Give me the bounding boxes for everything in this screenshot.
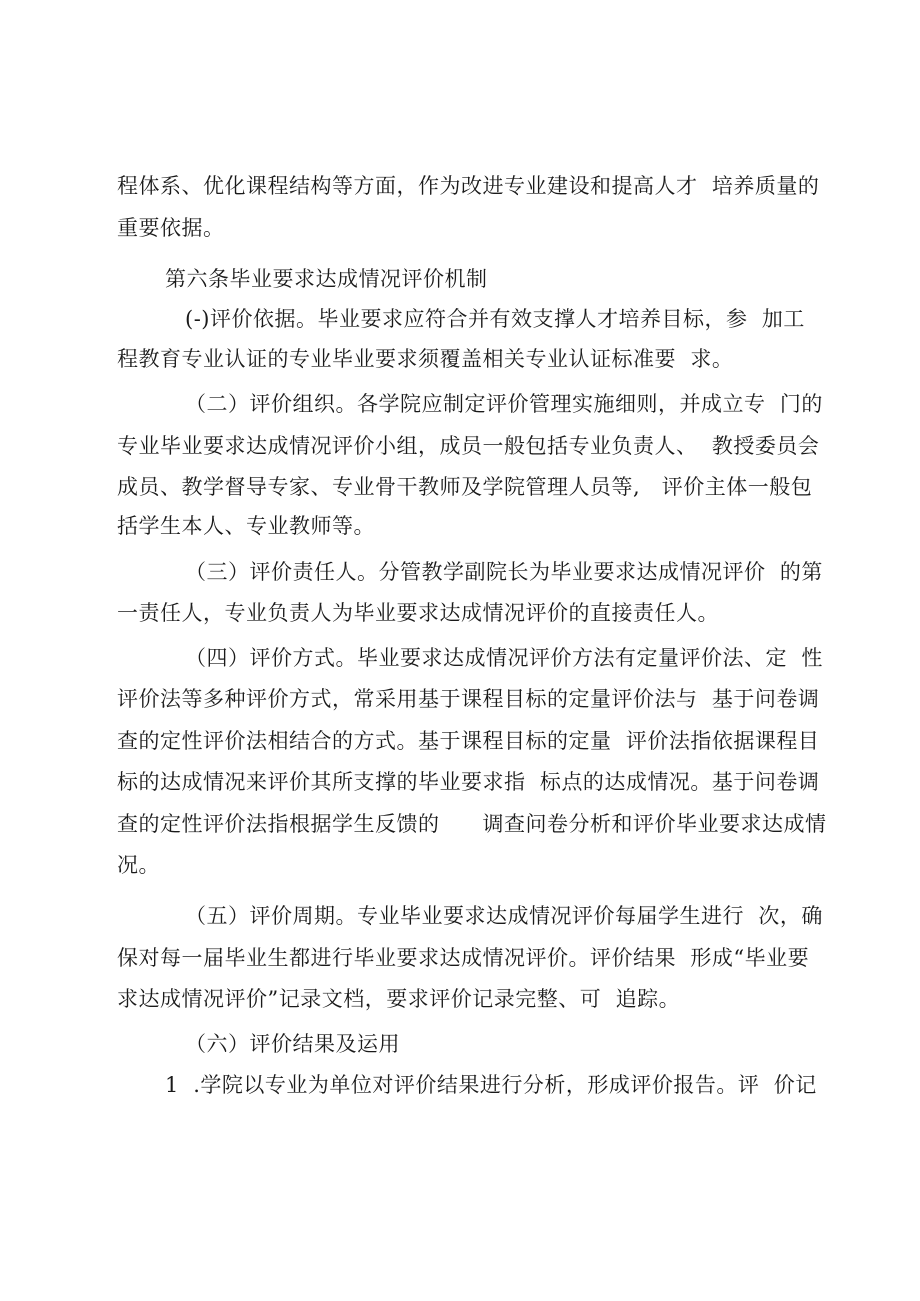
paragraph-line: 专业毕业要求达成情况评价小组，成员一般包括专业负责人、 教授委员会 [117, 434, 820, 458]
paragraph-line: （四）评价方式。毕业要求达成情况评价方法有定量评价法、定 性 [185, 646, 823, 670]
paragraph-line: 求达成情况评价”记录文档，要求评价记录完整、可 追踪。 [117, 987, 681, 1011]
paragraph-line: 保对每一届毕业生都进行毕业要求达成情况评价。评价结果 形成“毕业要 [117, 946, 810, 970]
paragraph-line: (-)评价依据。毕业要求应符合并有效支撑人才培养目标，参 加工 [185, 307, 805, 331]
paragraph-line: 括学生本人、专业教师等。 [117, 514, 375, 538]
paragraph-line: （二）评价组织。各学院应制定评价管理实施细则，并成立专 门的 [185, 392, 823, 416]
paragraph-line: 标的达成情况来评价其所支撑的毕业要求指 标点的达成情况。基于问卷调 [117, 770, 820, 794]
paragraph-line: 程教育专业认证的专业毕业要求须覆盖相关专业认证标准要 求。 [117, 347, 734, 371]
paragraph-line: 成员、教学督导专家、专业骨干教师及学院管理人员等, 评价主体一般包 [117, 475, 813, 499]
paragraph-line: （三）评价责任人。分管教学副院长为毕业要求达成情况评价 的第 [185, 560, 823, 584]
section-heading: （六）评价结果及运用 [185, 1032, 400, 1056]
paragraph-line: 重要依据。 [117, 216, 225, 240]
paragraph-line: 查的定性评价法相结合的方式。基于课程目标的定量 评价法指依据课程目 [117, 729, 820, 753]
section-heading: 第六条毕业要求达成情况评价机制 [165, 267, 488, 291]
paragraph-line: 况。 [117, 853, 160, 877]
paragraph-line: 查的定性评价法指根据学生反馈的 调查问卷分析和评价毕业要求达成情 [117, 812, 827, 836]
paragraph-line: 程体系、优化课程结构等方面，作为改进专业建设和提高人才 培养质量的 [117, 174, 820, 198]
paragraph-line: （五）评价周期。专业毕业要求达成情况评价每届学生进行 次，确 [185, 904, 823, 928]
paragraph-line: 1 .学院以专业为单位对评价结果进行分析，形成评价报告。评 价记 [165, 1073, 817, 1097]
paragraph-line: 评价法等多种评价方式，常采用基于课程目标的定量评价法与 基于问卷调 [117, 687, 820, 711]
paragraph-line: 一责任人，专业负责人为毕业要求达成情况评价的直接责任人。 [117, 601, 719, 625]
